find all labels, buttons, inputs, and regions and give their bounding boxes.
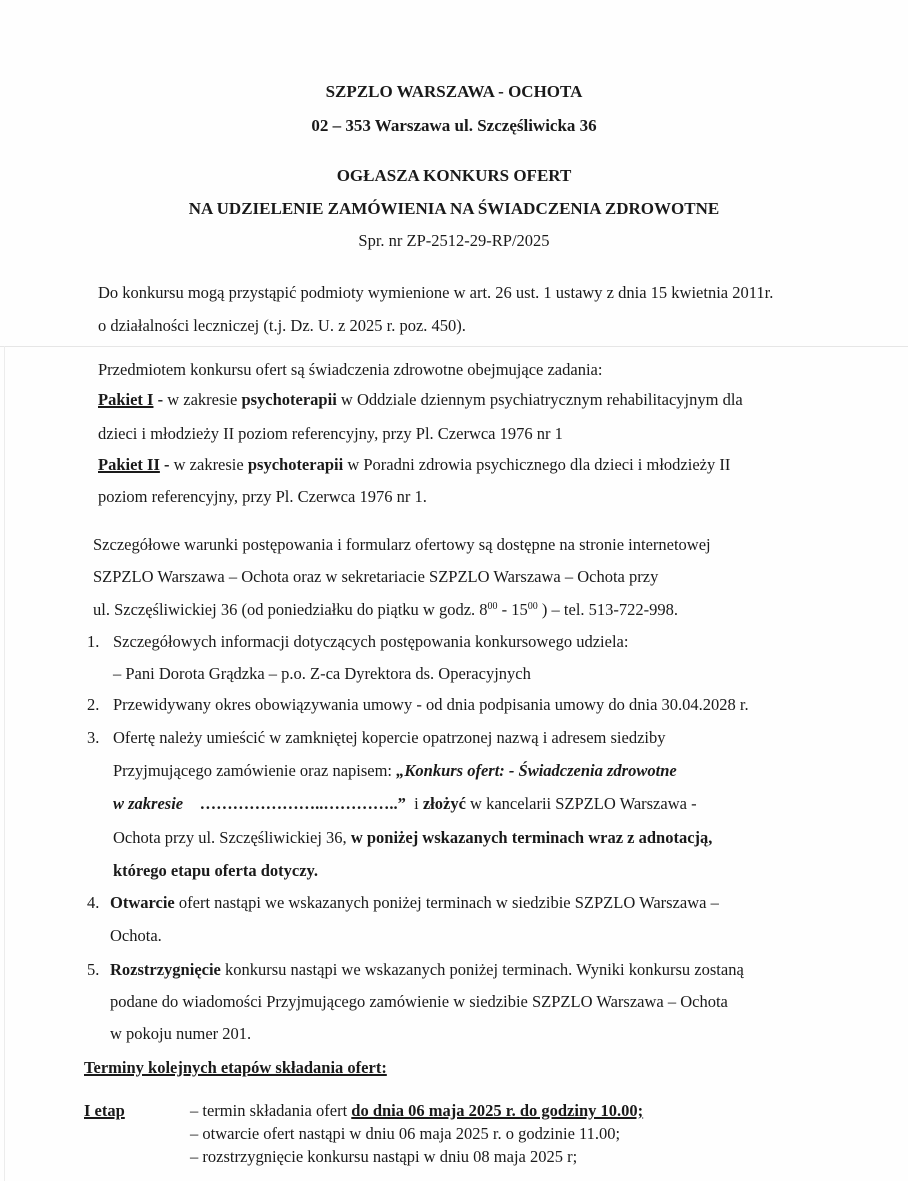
item-3-line-2: Przyjmującego zamówienie oraz napisem: „Konkurs ofert: - Świadczenia zdrowotne xyxy=(113,761,677,780)
item-5-line-2: podane do wiadomości Przyjmującego zamówienie w siedzibie SZPZLO Warszawa – Ochota xyxy=(110,992,728,1011)
case-number: Spr. nr ZP-2512-29-RP/2025 xyxy=(358,231,550,250)
item-4-number: 4. xyxy=(87,893,100,912)
item-3-line-3: w zakresie …………………..…………..” i złożyć w kancelarii SZPZLO Warszawa - xyxy=(113,794,697,813)
item-4-line-2: Ochota. xyxy=(110,926,162,945)
stage-1-submission-deadline: – termin składania ofert do dnia 06 maja 2025 r. do godziny 10.00; xyxy=(190,1101,644,1120)
details-line-1: Szczegółowe warunki postępowania i formularz ofertowy są dostępne na stronie internetowej xyxy=(93,535,711,554)
envelope-label: „Konkurs ofert: - Świadczenia zdrowotne xyxy=(396,761,677,780)
stage-1-opening-date: – otwarcie ofert nastąpi w dniu 06 maja 2025 r. o godzinie 11.00; xyxy=(190,1124,621,1143)
scan-fold-line xyxy=(0,346,908,347)
package-1-line-1 xyxy=(98,390,830,410)
item-3-line-1: Ofertę należy umieścić w zamkniętej kopercie opatrzonej nazwą i adresem siedziby xyxy=(113,728,666,747)
details-line-2: SZPZLO Warszawa – Ochota oraz w sekretariacie SZPZLO Warszawa – Ochota przy xyxy=(93,567,659,586)
package-2-label: Pakiet II xyxy=(98,455,160,474)
stage-label: I etap xyxy=(84,1101,125,1120)
item-2-text: Przewidywany okres obowiązywania umowy - od dnia podpisania umowy do dnia 30.04.2028 r. xyxy=(113,695,749,714)
intro-line-2: o działalności leczniczej (t.j. Dz. U. z 2025 r. poz. 450). xyxy=(98,316,466,335)
org-name: SZPZLO WARSZAWA - OCHOTA xyxy=(325,82,583,101)
item-3-line-4: Ochota przy ul. Szczęśliwickiej 36, w poniżej wskazanych terminach wraz z adnotacją, xyxy=(113,828,713,847)
item-1-contact: – Pani Dorota Grądzka – p.o. Z-ca Dyrektora ds. Operacyjnych xyxy=(113,664,531,683)
scan-edge-line xyxy=(4,346,5,1181)
item-2-number: 2. xyxy=(87,695,100,714)
item-5-line-1: Rozstrzygnięcie konkursu nastąpi we wskazanych poniżej terminach. Wyniki konkursu zostaną xyxy=(110,960,744,979)
item-5-line-3: w pokoju numer 201. xyxy=(110,1024,252,1043)
item-3-number: 3. xyxy=(87,728,100,747)
subject-lead: Przedmiotem konkursu ofert są świadczenia zdrowotne obejmujące zadania: xyxy=(98,360,603,379)
item-1-text: Szczegółowych informacji dotyczących postępowania konkursowego udziela: xyxy=(113,632,629,651)
details-line-3: ul. Szczęśliwickiej 36 (od poniedziałku do piątku w godz. $8^{00} - 15^{00}$ ) – tel. 513-722-998. xyxy=(93,600,679,619)
item-3-line-5: którego etapu oferta dotyczy. xyxy=(113,861,318,880)
package-1-service: psychoterapii xyxy=(241,390,337,409)
schedule-heading: Terminy kolejnych etapów składania ofert: xyxy=(84,1058,387,1077)
item-4-line-1: Otwarcie ofert nastąpi we wskazanych poniżej terminach w siedzibie SZPZLO Warszawa – xyxy=(110,893,719,912)
announcement-subtitle: NA UDZIELENIE ZAMÓWIENIA NA ŚWIADCZENIA ZDROWOTNE xyxy=(188,199,720,218)
announcement-title: OGŁASZA KONKURS OFERT xyxy=(336,166,572,185)
item-1-number: 1. xyxy=(87,632,100,651)
package-1-content: Pakiet I - w zakresie psychoterapii w Oddziale dziennym psychiatrycznym rehabilitacyjnym dla xyxy=(98,390,743,409)
org-address: 02 – 353 Warszawa ul. Szczęśliwicka 36 xyxy=(311,116,597,135)
item-5-number: 5. xyxy=(87,960,100,979)
blank-field-dots: …………………..…………..” xyxy=(199,794,406,813)
intro-line-1: Do konkursu mogą przystąpić podmioty wymienione w art. 26 ust. 1 ustawy z dnia 15 kwietnia 2011r. xyxy=(98,283,774,302)
package-2-service: psychoterapii xyxy=(247,455,344,474)
package-1-label: Pakiet I xyxy=(98,390,154,409)
package-2-line-2: poziom referencyjny, przy Pl. Czerwca 1976 nr 1. xyxy=(98,487,427,506)
package-2-line-1: Pakiet II - w zakresie psychoterapii w Poradni zdrowia psychicznego dla dzieci i młodzieży II xyxy=(98,455,731,474)
stage-1-resolution-date: – rozstrzygnięcie konkursu nastąpi w dniu 08 maja 2025 r; xyxy=(190,1147,578,1166)
submission-deadline-date: do dnia 06 maja 2025 r. do godziny 10.00; xyxy=(351,1101,644,1120)
package-1-line-2: dzieci i młodzieży II poziom referencyjny, przy Pl. Czerwca 1976 nr 1 xyxy=(98,424,563,443)
